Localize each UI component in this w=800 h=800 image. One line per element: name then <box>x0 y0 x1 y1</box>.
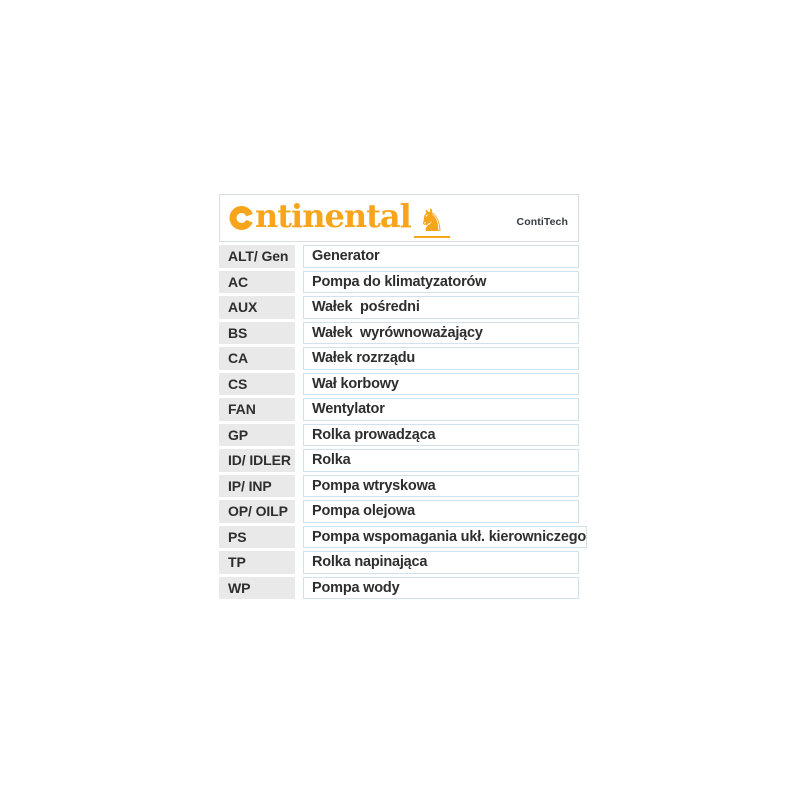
rearing-horse-icon: ♞ <box>414 208 450 238</box>
abbreviation-legend-table <box>219 194 587 599</box>
abbreviation-cell: CS <box>219 373 295 396</box>
abbreviation-cell: WP <box>219 577 295 600</box>
description-cell: Rolka <box>303 449 579 472</box>
table-row <box>219 475 579 498</box>
description-cell: Wałek wyrównoważający <box>303 322 579 345</box>
description-cell: Wałek rozrządu <box>303 347 579 370</box>
table-row <box>219 347 579 370</box>
abbreviation-cell: FAN <box>219 398 295 421</box>
description-cell: Wałek pośredni <box>303 296 579 319</box>
description-cell: Pompa wtryskowa <box>303 475 579 498</box>
description-cell: Pompa wody <box>303 577 579 600</box>
description-cell: Pompa wspomagania ukł. kierowniczego <box>303 526 587 549</box>
brand-header <box>219 194 579 242</box>
table-row <box>219 551 579 574</box>
table-row <box>219 373 579 396</box>
table-row <box>219 577 579 600</box>
description-cell: Generator <box>303 245 579 268</box>
abbreviation-cell: IP/ INP <box>219 475 295 498</box>
table-row <box>219 424 579 447</box>
abbreviation-cell: OP/ OILP <box>219 500 295 523</box>
description-cell: Rolka napinająca <box>303 551 579 574</box>
logo-wordmark: ntinental <box>255 196 411 235</box>
contitech-logo: ContiTech <box>516 215 568 228</box>
table-row <box>219 398 579 421</box>
abbreviation-cell: CA <box>219 347 295 370</box>
description-cell: Rolka prowadząca <box>303 424 579 447</box>
table-row <box>219 449 579 472</box>
table-row <box>219 526 587 549</box>
table-row <box>219 296 579 319</box>
table-row <box>219 245 579 268</box>
logo-co-ligature-icon <box>229 205 254 230</box>
abbreviation-cell: AUX <box>219 296 295 319</box>
abbreviation-cell: TP <box>219 551 295 574</box>
description-cell: Wał korbowy <box>303 373 579 396</box>
table-row <box>219 322 579 345</box>
abbreviation-cell: PS <box>219 526 295 549</box>
abbreviation-cell: BS <box>219 322 295 345</box>
description-cell: Pompa do klimatyzatorów <box>303 271 579 294</box>
table-row <box>219 271 579 294</box>
abbreviation-cell: AC <box>219 271 295 294</box>
table-row <box>219 500 579 523</box>
abbreviation-cell: ALT/ Gen <box>219 245 295 268</box>
abbreviation-cell: ID/ IDLER <box>219 449 295 472</box>
continental-logo <box>229 196 450 239</box>
abbreviation-cell: GP <box>219 424 295 447</box>
description-cell: Pompa olejowa <box>303 500 579 523</box>
description-cell: Wentylator <box>303 398 579 421</box>
